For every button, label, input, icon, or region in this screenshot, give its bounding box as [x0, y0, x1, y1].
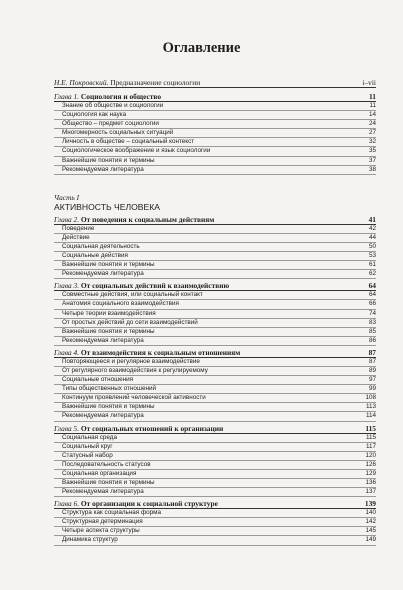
toc-section-entry[interactable] — [54, 518, 376, 527]
chapter-title: От взаимодействия к социальным отношениям — [80, 347, 241, 357]
chapter-page: 87 — [368, 347, 376, 357]
toc-section-entry[interactable] — [54, 102, 376, 111]
toc-section-entry[interactable] — [54, 394, 376, 403]
section-title: Действие — [62, 233, 90, 241]
chapter-label: Глава 5. — [54, 423, 80, 433]
section-title: Общество – предмет социологии — [62, 120, 159, 128]
section-page: 108 — [365, 394, 376, 402]
toc-intro-entry[interactable] — [54, 78, 376, 88]
toc-section-entry[interactable] — [54, 261, 376, 270]
chapter-title: Социология и общество — [80, 92, 162, 101]
section-title: Важнейшие понятия и термины — [62, 403, 155, 411]
section-title: Многомерность социальных ситуаций — [62, 129, 174, 137]
section-page: 61 — [368, 261, 376, 269]
toc-section-entry[interactable] — [54, 358, 376, 367]
section-page: 140 — [365, 509, 376, 517]
section-title: Социальные действия — [62, 252, 128, 260]
toc-section-entry[interactable] — [54, 376, 376, 385]
toc-section-entry[interactable] — [54, 470, 376, 479]
section-title: Повторяющееся и регулярное взаимодействие — [62, 357, 200, 365]
section-page: 83 — [368, 318, 376, 326]
chapter-label: Глава 3. — [54, 281, 80, 291]
section-page: 37 — [368, 156, 376, 164]
section-title: Социология как наука — [62, 111, 127, 119]
toc-section-entry[interactable] — [54, 328, 376, 337]
section-page: 113 — [365, 403, 376, 411]
page-title: Оглавление — [162, 40, 241, 56]
section-page: 136 — [365, 479, 376, 486]
chapter-title: От поведения к социальным действиям — [80, 214, 215, 224]
section-title: Знание об обществе и социологии — [62, 102, 164, 109]
section-title: Последовательность статусов — [62, 460, 151, 468]
toc-section-entry[interactable] — [54, 434, 376, 443]
toc-section-entry[interactable] — [54, 509, 376, 518]
section-page: 129 — [365, 469, 376, 477]
toc-chapter-4[interactable] — [54, 348, 376, 358]
toc-section-entry[interactable] — [54, 234, 376, 243]
toc-chapter-5[interactable] — [54, 424, 376, 434]
section-page: 27 — [368, 129, 376, 137]
chapter-heading — [54, 499, 362, 508]
toc-section-entry[interactable] — [54, 461, 376, 470]
chapter-page: 11 — [369, 92, 376, 101]
chapter-heading — [54, 424, 362, 433]
section-title: Социальная среда — [62, 433, 117, 441]
toc-section-entry[interactable] — [54, 157, 376, 166]
section-title: Структура как социальная форма — [62, 509, 161, 517]
toc-section-entry[interactable] — [54, 527, 376, 536]
section-title: Рекомендуемая литература — [62, 270, 144, 278]
section-page: 44 — [368, 233, 376, 241]
section-page: 86 — [368, 336, 376, 344]
toc-section-entry[interactable] — [54, 300, 376, 309]
section-title: От регулярного взаимодействия к регулируемому — [62, 366, 208, 374]
section-title: Важнейшие понятия и термины — [62, 327, 155, 335]
chapter-page: 64 — [368, 281, 376, 291]
section-title: Личность в обществе – социальный контекст — [62, 138, 195, 146]
section-title: Социальный круг — [62, 442, 113, 450]
section-page: 114 — [365, 412, 376, 420]
toc-section-entry[interactable] — [54, 291, 376, 300]
chapter-1-sections — [54, 102, 376, 175]
section-page: 42 — [368, 224, 376, 232]
section-title: От простых действий до сети взаимодействий — [62, 318, 198, 326]
section-page: 89 — [368, 366, 376, 374]
toc-section-entry[interactable] — [54, 111, 376, 120]
section-title: Четыре теории взаимодействия — [62, 309, 156, 317]
toc-section-entry[interactable] — [54, 479, 376, 488]
section-page: 24 — [368, 120, 376, 128]
intro-author: Н.Е. Покровский. — [54, 78, 109, 87]
part-title: АКТИВНОСТЬ ЧЕЛОВЕКА — [54, 201, 160, 212]
section-title: Рекомендуемая литература — [62, 165, 144, 173]
toc-section-entry[interactable] — [54, 536, 376, 545]
section-title: Структурная детерминация — [62, 518, 143, 526]
chapter-label: Глава 4. — [54, 347, 80, 357]
chapter-heading — [54, 348, 366, 357]
section-title: Социальная организация — [62, 469, 137, 477]
intro-page: i–vii — [362, 78, 376, 87]
chapter-label: Глава 2. — [54, 214, 80, 224]
toc-section-entry[interactable] — [54, 147, 376, 156]
section-page: 64 — [368, 291, 376, 299]
section-page: 14 — [368, 111, 376, 119]
section-page: 66 — [368, 300, 376, 308]
section-title: Рекомендуемая литература — [62, 412, 144, 420]
section-title: Поведение — [62, 224, 95, 232]
section-page: 38 — [368, 165, 376, 173]
section-page: 87 — [368, 357, 376, 365]
section-page: 11 — [369, 102, 376, 109]
section-page: 115 — [365, 433, 376, 441]
section-title: Важнейшие понятия и термины — [62, 261, 155, 269]
section-title: Рекомендуемая литература — [62, 488, 144, 496]
toc-section-entry[interactable] — [54, 403, 376, 412]
chapter-title: От социальных действий к взаимодействию — [80, 281, 230, 291]
toc-section-entry[interactable] — [54, 337, 376, 346]
section-title: Континуум проявлений человеческой активности — [62, 394, 206, 402]
toc-section-entry[interactable] — [54, 138, 376, 147]
toc-section-entry[interactable] — [54, 166, 376, 175]
section-title: Совместные действия, или социальный контакт — [62, 291, 203, 299]
toc-section-entry[interactable] — [54, 243, 376, 252]
chapter-heading — [54, 281, 366, 290]
part-label: Часть I — [54, 192, 80, 202]
toc-chapter-1[interactable] — [54, 92, 376, 102]
section-page: 74 — [368, 309, 376, 317]
toc-section-entry[interactable] — [54, 452, 376, 461]
chapter-label: Глава 6. — [54, 499, 80, 509]
section-title: Типы общественных отношений — [62, 385, 156, 393]
section-page: 142 — [365, 518, 376, 526]
section-title: Важнейшие понятия и термины — [62, 156, 155, 164]
toc-section-entry[interactable] — [54, 488, 376, 497]
section-page: 126 — [365, 460, 376, 468]
chapter-page: 115 — [365, 423, 376, 433]
chapter-page: 41 — [368, 214, 376, 224]
part-1-chapters — [54, 215, 376, 546]
section-title: Статусный набор — [62, 451, 113, 459]
section-page: 117 — [365, 442, 376, 450]
chapter-title: От социальных отношений к организации — [80, 423, 224, 433]
chapter-heading — [54, 215, 366, 224]
section-page: 53 — [368, 252, 376, 260]
section-page: 35 — [368, 147, 376, 155]
toc-section-entry[interactable] — [54, 385, 376, 394]
intro-title: Предназначение социологии — [110, 78, 201, 87]
toc-section-entry[interactable] — [54, 252, 376, 261]
toc-section-entry[interactable] — [54, 120, 376, 129]
section-page: 85 — [368, 327, 376, 335]
toc-section-entry[interactable] — [54, 310, 376, 319]
toc-chapter-6[interactable] — [54, 499, 376, 509]
section-page: 62 — [368, 270, 376, 278]
section-page: 149 — [365, 536, 376, 544]
chapter-page: 139 — [364, 499, 376, 509]
section-title: Рекомендуемая литература — [62, 336, 144, 344]
chapter-title: От организации к социальной структуре — [80, 499, 218, 509]
section-page: 32 — [368, 138, 376, 146]
section-page: 137 — [365, 488, 376, 496]
section-title: Важнейшие понятия и термины — [62, 479, 155, 486]
toc-section-entry[interactable] — [54, 443, 376, 452]
section-page: 99 — [368, 385, 376, 393]
section-page: 97 — [368, 376, 376, 384]
toc-section-entry[interactable] — [54, 270, 376, 279]
toc-section-entry[interactable] — [54, 225, 376, 234]
section-title: Анатомия социального взаимодействия — [62, 300, 179, 308]
section-page: 120 — [365, 451, 376, 459]
toc-section-entry[interactable] — [54, 367, 376, 376]
section-title: Социальная деятельность — [62, 242, 140, 250]
chapter-label: Глава 1. — [54, 92, 80, 101]
section-title: Социальные отношения — [62, 376, 134, 384]
section-title: Четыре аспекта структуры — [62, 527, 140, 535]
section-title: Социологическое воображение и язык социологии — [62, 147, 211, 155]
toc-section-entry[interactable] — [54, 412, 376, 421]
toc-chapter-3[interactable] — [54, 281, 376, 291]
toc-section-entry[interactable] — [54, 319, 376, 328]
table-of-contents — [54, 78, 376, 546]
section-page: 50 — [368, 242, 376, 250]
toc-chapter-2[interactable] — [54, 215, 376, 225]
toc-section-entry[interactable] — [54, 129, 376, 138]
section-title: Динамика структур — [62, 536, 118, 544]
section-page: 145 — [365, 527, 376, 535]
